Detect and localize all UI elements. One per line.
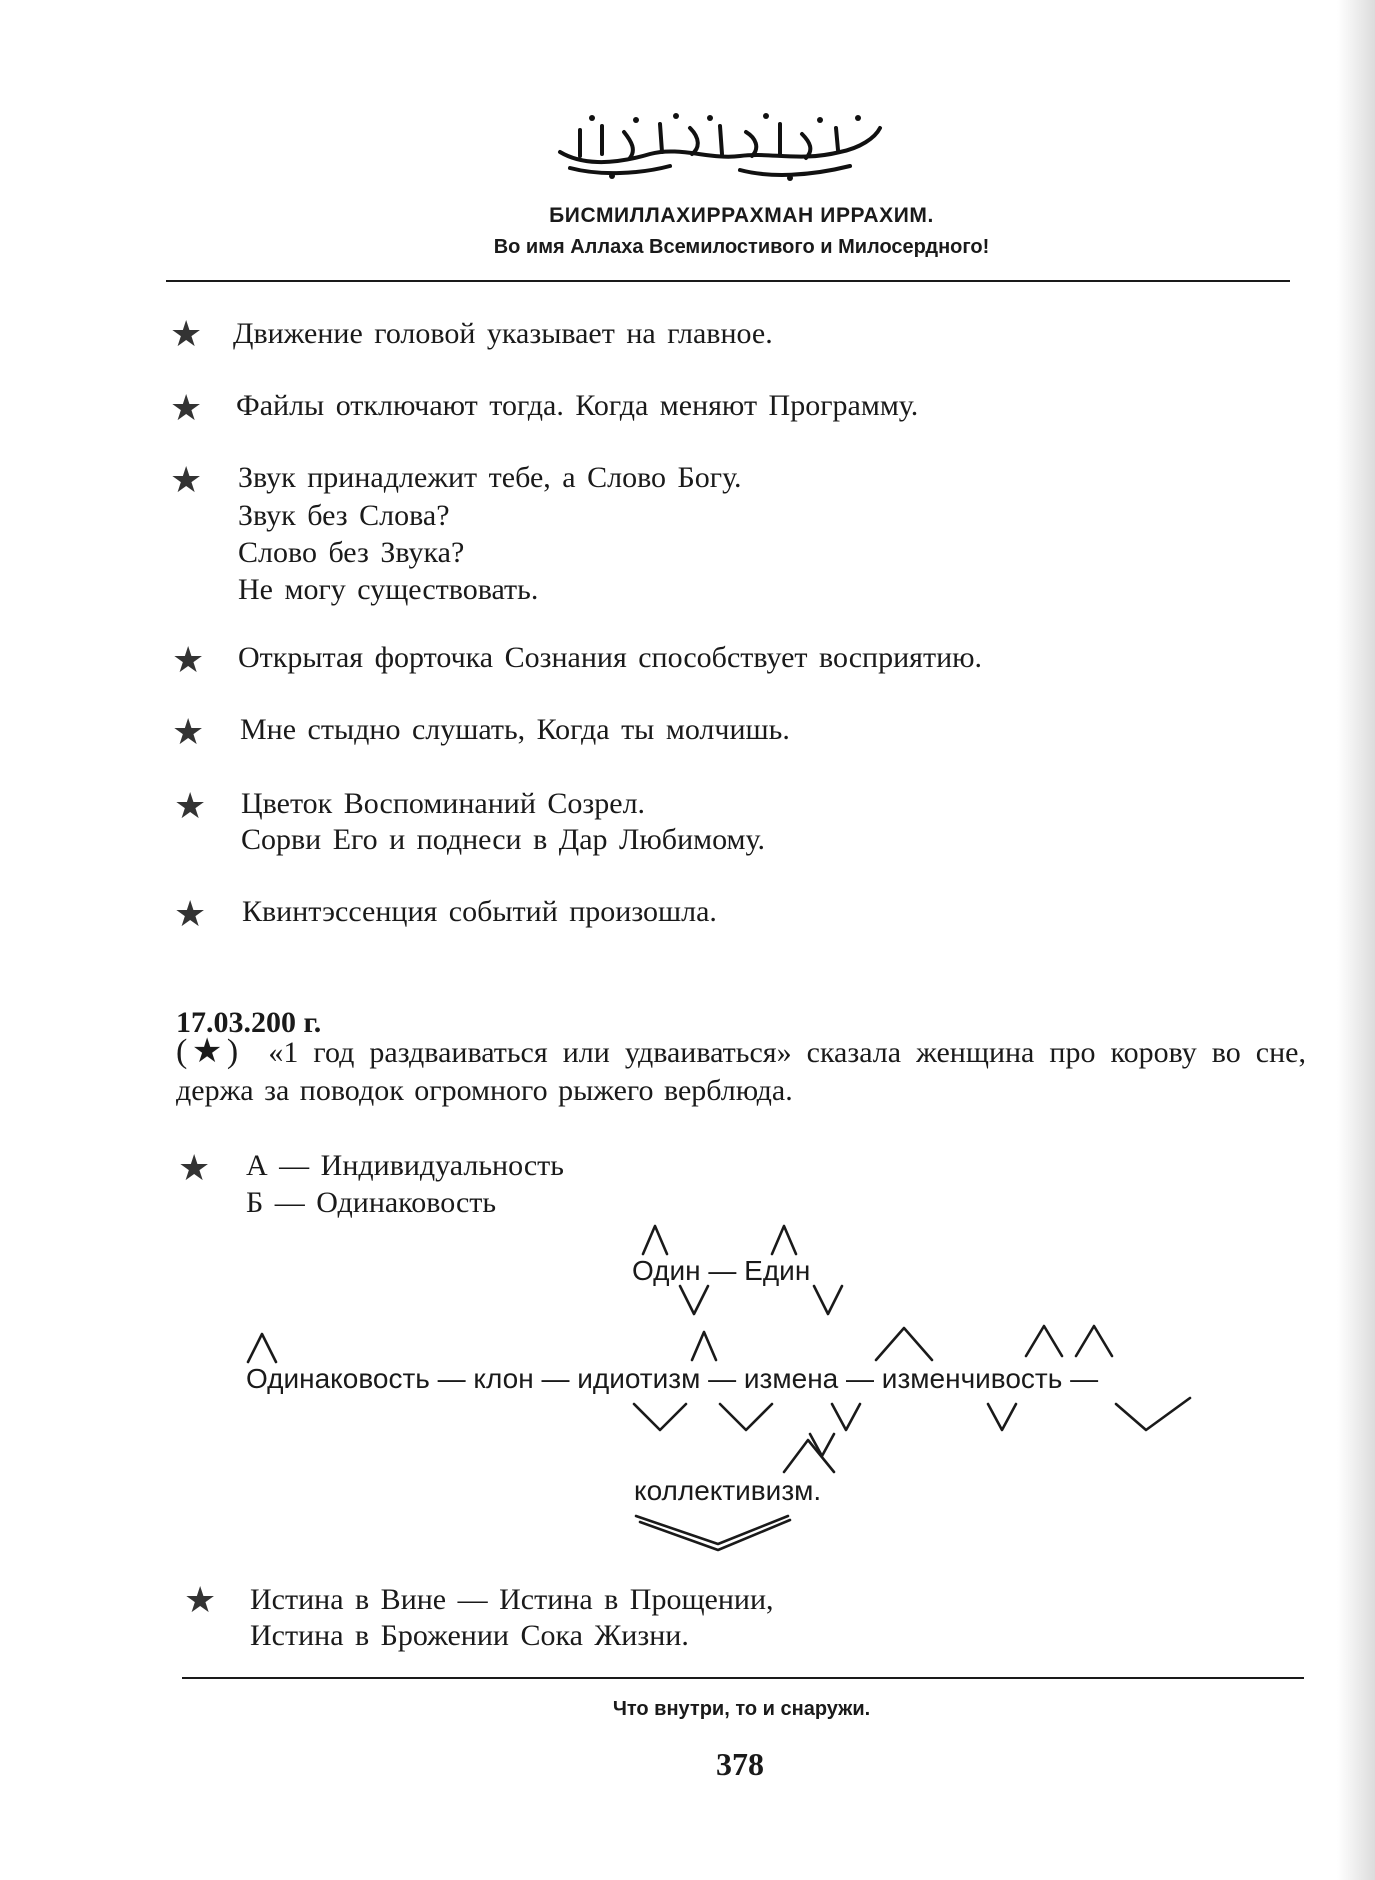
dream-text: «1 год раздваиваться или удваиваться» сказала женщина про корову во сне, держа за поводок огромного рыжего верблюда. — [176, 1036, 1306, 1107]
header-divider — [166, 280, 1290, 282]
star-bullet-icon: ★ — [172, 712, 205, 752]
star-bullet-icon: ★ — [170, 314, 203, 354]
vee-mark — [814, 1286, 842, 1314]
vee-mark — [988, 1404, 1016, 1430]
page-edge-shadow — [1337, 0, 1375, 1880]
dream-paragraph — [176, 1033, 1306, 1110]
truth-line-2: Истина в Брожении Сока Жизни. — [250, 1619, 689, 1652]
star-bullet-icon: ★ — [172, 640, 205, 680]
page-number: 378 — [716, 1746, 764, 1782]
diagram-top-line: Один — Един — [632, 1255, 811, 1286]
entry-6-line-1: Цветок Воспоминаний Созрел. — [241, 787, 646, 820]
star-bullet-icon: ★ — [174, 894, 207, 934]
caret-mark — [1026, 1326, 1062, 1356]
star-bullet-icon: ★ — [178, 1148, 211, 1188]
caret-mark — [643, 1226, 667, 1254]
header-title: БИСМИЛЛАХИРРАХМАН ИРРАХИМ. — [549, 204, 934, 227]
caret-mark — [876, 1328, 932, 1360]
caret-mark — [784, 1440, 834, 1472]
star-bullet-icon: ★ — [170, 388, 203, 428]
entry-3-line-3: Слово без Звука? — [238, 536, 465, 569]
caret-mark — [692, 1332, 716, 1360]
vee-mark — [680, 1286, 708, 1314]
vee-mark — [636, 1516, 788, 1544]
entry-2-line-1: Файлы отключают тогда. Когда меняют Программу. — [236, 389, 919, 422]
vee-mark — [720, 1404, 772, 1430]
caret-mark — [1076, 1326, 1112, 1356]
entry-3-line-1: Звук принадлежит тебе, а Слово Богу. — [238, 461, 742, 494]
entry-date: 17.03.200 г. — [176, 1006, 322, 1039]
header-subtitle: Во имя Аллаха Всемилостивого и Милосердного! — [493, 236, 990, 258]
entry-1-line-1: Движение головой указывает на главное. — [233, 317, 773, 350]
entry-5-line-1: Мне стыдно слушать, Когда ты молчишь. — [240, 713, 790, 746]
caret-mark — [772, 1226, 796, 1254]
vee-mark — [640, 1520, 790, 1550]
caret-mark — [248, 1334, 276, 1362]
diagram-middle-line: Одинаковость — клон — идиотизм — измена — изменчивость — — [246, 1363, 1099, 1394]
truth-line-1: Истина в Вине — Истина в Прощении, — [250, 1583, 774, 1616]
definition-a: А — Индивидуальность — [246, 1149, 564, 1182]
star-bullet-icon: ★ — [184, 1580, 217, 1620]
definition-b: Б — Одинаковость — [246, 1186, 497, 1219]
entry-3-line-4: Не могу существовать. — [238, 573, 539, 606]
footer-motto: Что внутри, то и снаружи. — [612, 1698, 871, 1720]
entry-3-line-2: Звук без Слова? — [238, 499, 450, 532]
bismillah-calligraphy — [540, 108, 900, 184]
star-bullet-icon: ★ — [174, 786, 207, 826]
circled-star-icon: (★) — [176, 1033, 239, 1070]
star-bullet-icon: ★ — [170, 460, 203, 500]
entry-7-line-1: Квинтэссенция событий произошла. — [242, 895, 717, 928]
vee-mark — [1116, 1398, 1190, 1430]
footer-divider — [182, 1677, 1304, 1679]
vee-mark — [810, 1434, 834, 1456]
entry-4-line-1: Открытая форточка Сознания способствует восприятию. — [238, 641, 983, 674]
diagram-bottom-line: коллективизм. — [634, 1475, 822, 1506]
vee-mark — [634, 1404, 686, 1430]
vee-mark — [832, 1404, 860, 1430]
entry-6-line-2: Сорви Его и поднеси в Дар Любимому. — [241, 823, 766, 856]
